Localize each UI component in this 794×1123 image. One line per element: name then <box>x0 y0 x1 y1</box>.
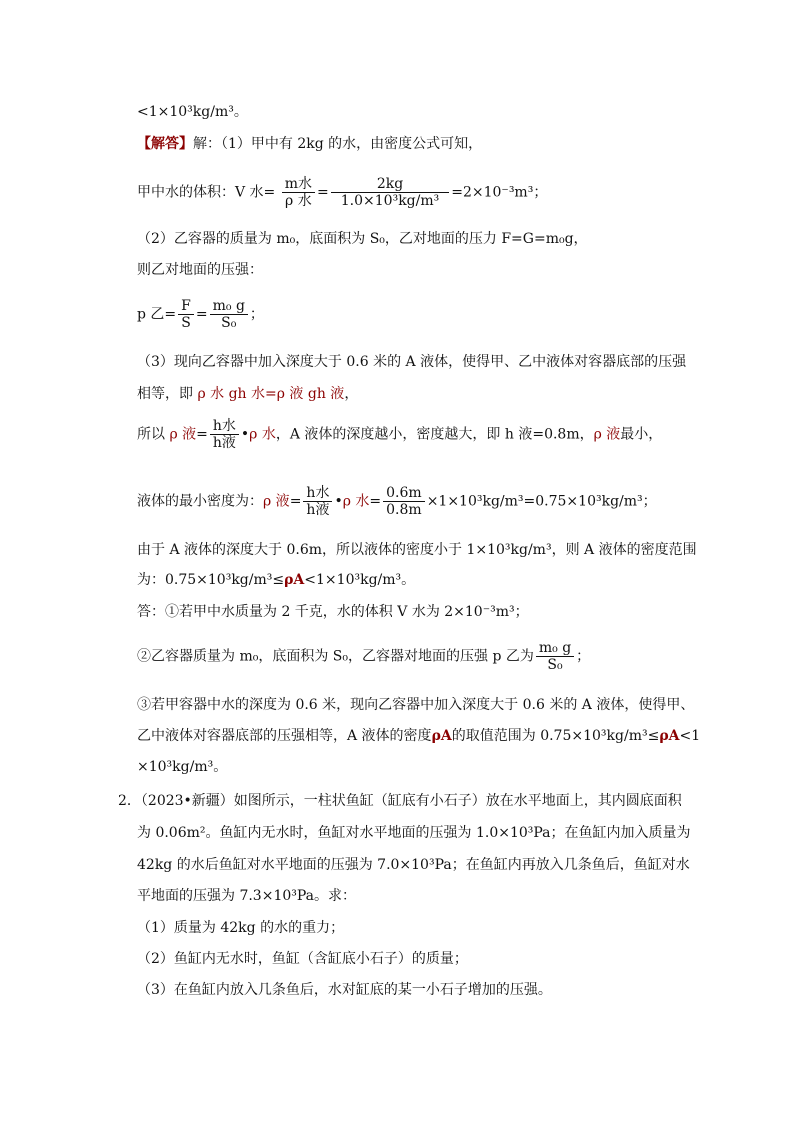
denominator: ρ 水 <box>285 193 312 209</box>
answer-3 <box>137 695 694 715</box>
highlight: ρ 水 <box>249 426 276 443</box>
question-1 <box>137 918 344 938</box>
formula-min-density <box>137 485 657 518</box>
result: =2×10⁻³m³； <box>451 184 548 201</box>
solution-heading-line <box>137 134 482 154</box>
fraction <box>383 485 425 518</box>
solution-tag: 【解答】 <box>137 136 193 152</box>
text: （2023•新疆）如图所示，一柱状鱼缸（缸底有小石子）放在水平地面上，其内圆底面积 <box>140 793 682 809</box>
highlight: ρ 液 <box>593 426 621 443</box>
result: ×1×10³kg/m³=0.75×10³kg/m³； <box>426 493 657 510</box>
text: 解：（1）甲中有 2kg 的水，由密度公式可知， <box>193 136 483 152</box>
text: 为 0.06m²。鱼缸内无水时，鱼缸对水平地面的压强为 1.0×10³Pa；在鱼缸内加入质量为 <box>137 825 691 841</box>
problem-2-line-2 <box>137 823 691 843</box>
fraction <box>536 640 574 673</box>
numerator: h水 <box>210 418 239 435</box>
text: 乙中液体对容器底部的压强相等，A 液体的密度 <box>137 728 432 744</box>
text: 液体的最小密度为： <box>137 493 263 510</box>
problem-number: 2． <box>118 793 141 809</box>
dot: • <box>240 426 250 443</box>
numerator: m₀ g <box>536 640 574 657</box>
highlight: ρA <box>659 728 680 744</box>
previous-range-tail <box>137 102 248 122</box>
text-line <box>137 540 697 560</box>
text: 最小， <box>620 426 663 443</box>
text: 42kg 的水后鱼缸对水平地面的压强为 7.0×10³Pa；在鱼缸内再放入几条鱼后，鱼缸对水 <box>137 857 690 873</box>
dot: • <box>334 493 343 510</box>
question-3 <box>137 980 552 1000</box>
text: p 乙= <box>137 306 177 323</box>
highlight: ρA <box>284 572 305 588</box>
text: 的取值范围为 0.75×10³kg/m³≤ <box>451 728 660 744</box>
equals: = <box>289 493 302 510</box>
fraction <box>331 176 449 209</box>
numerator: h水 <box>303 485 332 502</box>
text: 甲中水的体积：V 水= <box>137 184 276 201</box>
text: （2）乙容器的质量为 m₀，底面积为 S₀，乙对地面的压力 F=G=m₀g， <box>137 231 588 247</box>
numerator: 0.6m <box>383 485 425 502</box>
answer-3-cont <box>137 726 700 746</box>
denominator: 1.0×10³kg/m³ <box>340 193 440 209</box>
text: 则乙对地面的压强： <box>137 262 263 278</box>
text: ， <box>344 386 359 402</box>
fraction <box>282 176 315 209</box>
text: （3）现向乙容器中加入深度大于 0.6 米的 A 液体，使得甲、乙中液体对容器底部的压强 <box>137 354 687 370</box>
text-line <box>137 352 686 372</box>
numerator: 2kg <box>331 176 449 193</box>
question-2 <box>137 949 468 969</box>
denominator: S <box>181 315 191 331</box>
text: 由于 A 液体的深度大于 0.6m，所以液体的密度小于 1×10³kg/m³，则 A 液体的密度范围 <box>137 542 697 558</box>
text: （2）鱼缸内无水时，鱼缸（含缸底小石子）的质量； <box>137 951 468 967</box>
text: ③若甲容器中水的深度为 0.6 米，现向乙容器中加入深度大于 0.6 米的 A 液体，使得甲、 <box>137 697 695 713</box>
text: ，A 液体的深度越小，密度越大，即 h 液=0.8m， <box>275 426 594 443</box>
highlight: ρA <box>431 728 452 744</box>
denominator: S₀ <box>547 657 563 673</box>
formula-volume <box>137 176 547 209</box>
answer-1 <box>137 602 529 622</box>
formula-density-relation <box>137 418 662 451</box>
text: <1×10³kg/m³。 <box>137 104 248 120</box>
text-line <box>137 260 263 280</box>
answer-3-end <box>137 757 227 777</box>
text: 所以 <box>137 426 170 443</box>
text: 相等，即 <box>137 386 198 402</box>
text: 答：①若甲中水质量为 2 千克，水的体积 V 水为 2×10⁻³m³； <box>137 604 529 620</box>
text: （3）在鱼缸内放入几条鱼后，水对缸底的某一小石子增加的压强。 <box>137 982 552 998</box>
text: （1）质量为 42kg 的水的重力； <box>137 920 345 936</box>
fraction <box>210 418 239 451</box>
answer-2 <box>137 640 590 673</box>
fraction <box>210 298 248 331</box>
text: <1×10³kg/m³。 <box>304 572 416 588</box>
text: 平地面的压强为 7.3×10³Pa。求： <box>137 888 357 904</box>
numerator: m₀ g <box>210 298 248 315</box>
problem-2-line-4 <box>137 886 356 906</box>
text-line <box>137 384 358 404</box>
text-line <box>137 570 415 590</box>
text: ； <box>576 648 591 665</box>
equals: = <box>196 426 208 443</box>
equals: = <box>195 306 208 323</box>
text: ×10³kg/m³。 <box>137 759 228 775</box>
text: 为：0.75×10³kg/m³≤ <box>137 572 285 588</box>
text-line <box>137 229 588 249</box>
text: ②乙容器质量为 m₀，底面积为 S₀，乙容器对地面的压强 p 乙为 <box>137 648 534 665</box>
formula-pressure <box>137 298 264 331</box>
fraction <box>303 485 332 518</box>
problem-2-line-1 <box>118 791 682 811</box>
equals: = <box>317 184 329 201</box>
denominator: 0.8m <box>386 502 422 518</box>
numerator: m水 <box>282 176 315 193</box>
highlight: ρ 液 <box>169 426 197 443</box>
problem-2-line-3 <box>137 855 690 875</box>
highlight: ρ 液 <box>263 493 290 510</box>
numerator: F <box>178 298 194 315</box>
highlight: ρ 水 <box>342 493 370 510</box>
equals: = <box>369 493 382 510</box>
highlight: ρ 水 gh 水=ρ 液 gh 液 <box>197 386 345 402</box>
text: ； <box>249 306 264 323</box>
denominator: h液 <box>306 502 330 518</box>
denominator: S₀ <box>221 315 237 331</box>
fraction <box>178 298 194 331</box>
text: <1 <box>679 728 701 744</box>
denominator: h液 <box>212 435 236 451</box>
